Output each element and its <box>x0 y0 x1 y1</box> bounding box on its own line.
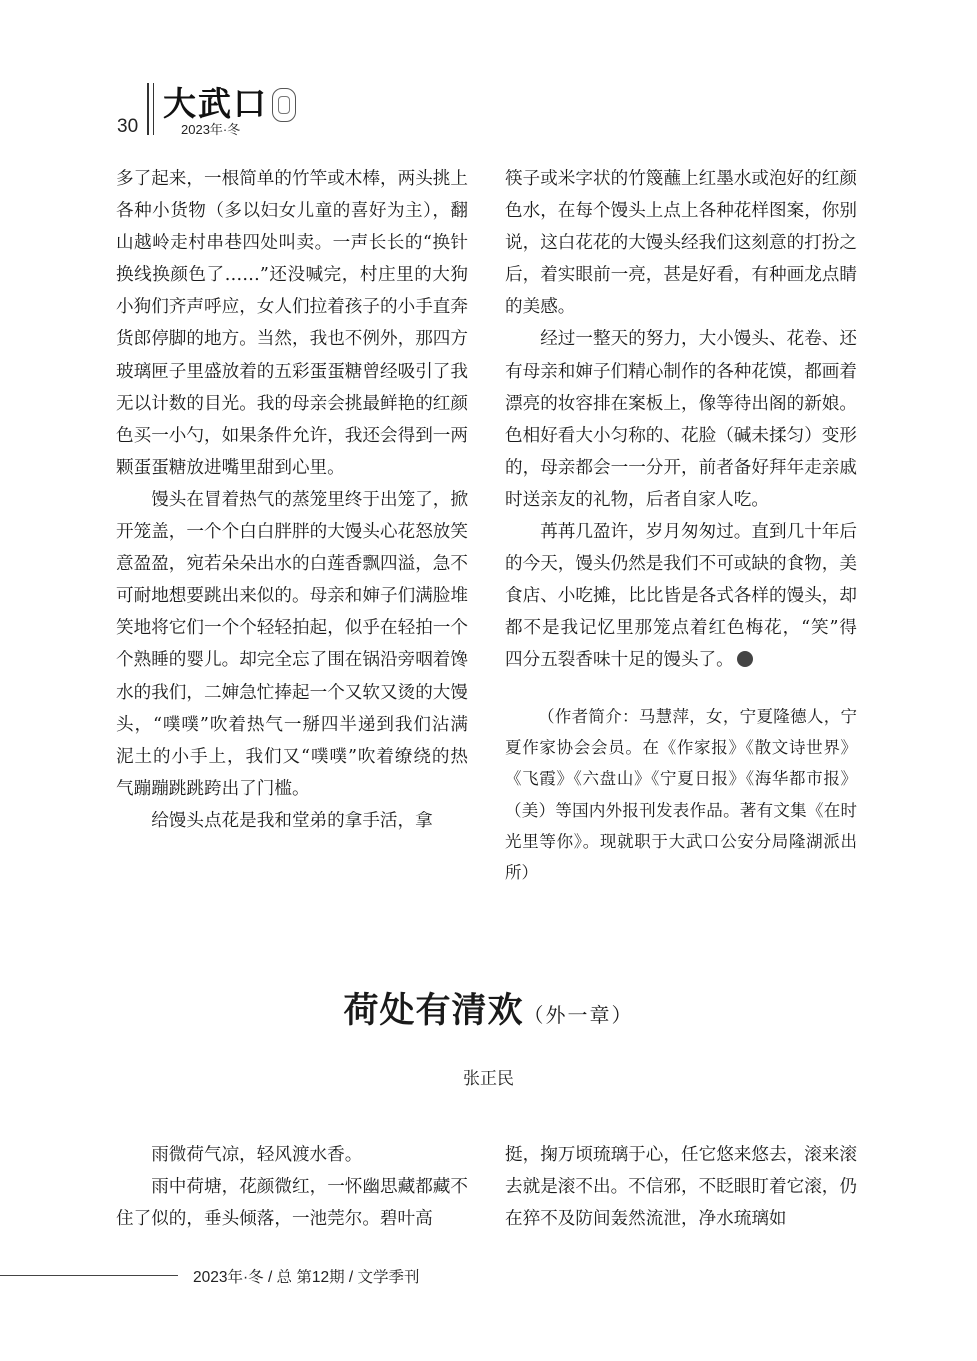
article1-left-column <box>116 163 468 837</box>
footer-issue-info: 2023年·冬 / 总 第12期 / 文学季刊 <box>193 1269 420 1286</box>
paragraph: 筷子或米字状的竹篾蘸上红墨水或泡好的红颜色水，在每个馒头上点上各种花样图案，你别说，这白花花的大馒头经我们这刻意的打扮之后，着实眼前一亮，甚是好看，有种画龙点睛的美感。 <box>505 169 857 318</box>
author-bio-text: （作者简介：马慧萍，女，宁夏隆德人，宁夏作家协会会员。在《作家报》《散文诗世界》《飞霞》《六盘山》《宁夏日报》《海华都市报》（美）等国内外报刊发表作品。著有文集《在时光里等你》。现就职于大武口公安分局隆湖派出所） <box>505 707 857 883</box>
paragraph: 馒头在冒着热气的蒸笼里终于出笼了，掀开笼盖，一个个白白胖胖的大馒头心花怒放笑意盈盈，宛若朵朵出水的白莲香飘四溢，急不可耐地想要跳出来似的。母亲和婶子们满脸堆笑地将它们一个个轻轻拍起，似乎在轻拍一个个熟睡的婴儿。却完全忘了围在锅沿旁咽着馋水的我们，二婶急忙捧起一个又软又烫的大馒头，“噗噗”吹着热气一掰四半递到我们沾满泥土的小手上，我们又“噗噗”吹着缭绕的热气蹦蹦跳跳跨出了门槛。 <box>116 489 468 799</box>
paragraph-last <box>505 516 857 676</box>
paragraph: 雨中荷塘，花颜微红，一怀幽思藏都藏不住了似的，垂头倾落，一池莞尔。碧叶高 <box>116 1177 468 1230</box>
magazine-title: 大武口 <box>163 84 268 123</box>
header-divider-thin <box>153 83 154 135</box>
article2-left-column <box>116 1139 468 1235</box>
article2-heading <box>0 983 977 1033</box>
paragraph: 经过一整天的努力，大小馒头、花卷、还有母亲和婶子们精心制作的各种花馍，都画着漂亮的妆容排在案板上，像等待出阁的新娘。色相好看大小匀称的、花脸（碱未揉匀）变形的，母亲都会一一分开，前者备好拜年走亲戚时送亲友的礼物，后者自家人吃。 <box>505 329 857 510</box>
paragraph: 多了起来，一根简单的竹竿或木棒，两头挑上各种小货物（多以妇女儿童的喜好为主），翻山越岭走村串巷四处叫卖。一声长长的“换针换线换颜色了……”还没喊完，村庄里的大狗小狗们齐声呼应，女人们拉着孩子的小手直奔货郎停脚的地方。当然，我也不例外，那四方玻璃匣子里盛放着的五彩蛋蛋糖曾经吸引了我无以计数的目光。我的母亲会挑最鲜艳的红颜色买一小勺，如果条件允许，我还会得到一两颗蛋蛋糖放进嘴里甜到心里。 <box>116 169 468 478</box>
end-mark-icon <box>737 651 753 667</box>
paragraph: 给馒头点花是我和堂弟的拿手活，拿 <box>151 810 433 831</box>
article2-subtitle: （外一章） <box>523 1003 634 1027</box>
seal-icon <box>272 88 296 122</box>
header-divider <box>147 83 149 135</box>
paragraph: 挺，掬万顷琉璃于心，任它悠来悠去，滚来滚去就是滚不出。不信邪，不眨眼盯着它滚，仍在猝不及防间轰然流泄，净水琉璃如 <box>505 1145 857 1230</box>
author-bio <box>505 701 857 888</box>
paragraph-text: 苒苒几盈许，岁月匆匆过。直到几十年后的今天，馒头仍然是我们不可或缺的食物，美食店、小吃摊，比比皆是各式各样的馒头，却都不是我记忆里那笼点着红色梅花，“笑”得四分五裂香味十足的馒头了。 <box>505 522 857 671</box>
article1-right-column <box>505 163 857 677</box>
footer-rule <box>0 1275 178 1276</box>
article2-title: 荷处有清欢 <box>343 990 524 1031</box>
page-number: 30 <box>117 116 139 137</box>
paragraph: 雨微荷气凉，轻风渡水香。 <box>151 1145 363 1165</box>
header-issue: 2023年·冬 <box>181 122 241 137</box>
article2-right-column <box>505 1139 857 1235</box>
article2-author: 张正民 <box>463 1069 514 1088</box>
